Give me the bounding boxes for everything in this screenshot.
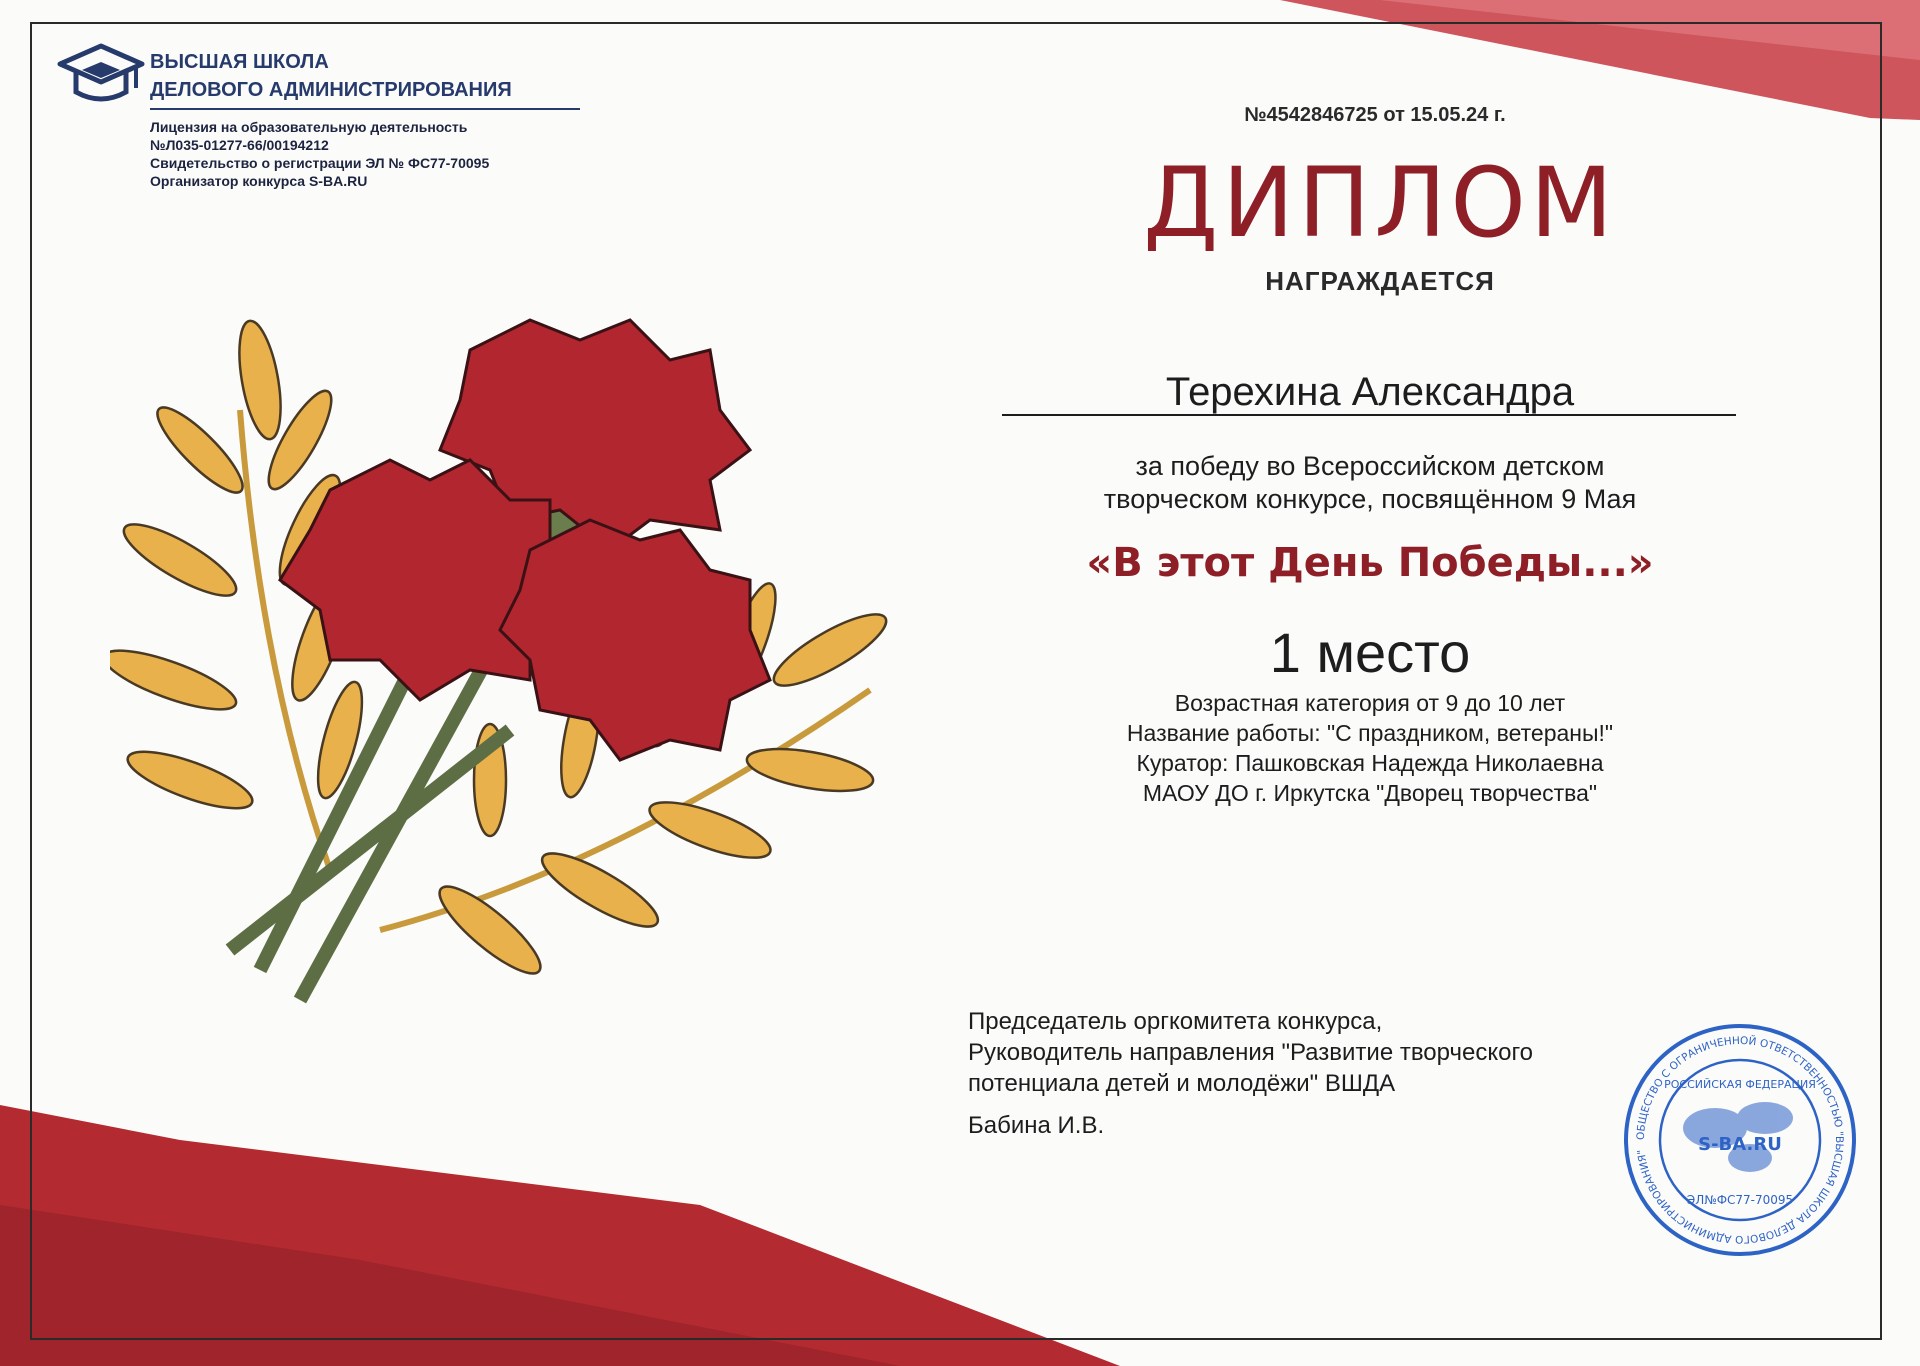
- registration-text: Свидетельство о регистрации ЭЛ № ФС77-70095: [150, 155, 490, 171]
- signature-line3: потенциала детей и молодёжи" ВШДА: [968, 1070, 1396, 1097]
- work-title: Название работы: "С праздником, ветераны!": [1126, 720, 1614, 746]
- license-line1: Лицензия на образовательную деятельность: [150, 119, 468, 135]
- signer-name: Бабина И.В.: [968, 1112, 1105, 1139]
- issuer-details: [150, 118, 489, 190]
- signature-line1: Председатель оргкомитета конкурса,: [968, 1008, 1383, 1035]
- issuer-name-line2: ДЕЛОВОГО АДМИНИСТРИРОВАНИЯ: [150, 79, 512, 101]
- institution: МАОУ ДО г. Иркутска "Дворец творчества": [1142, 780, 1598, 806]
- graduation-cap-icon: [56, 40, 146, 116]
- seal-ring-text: ОБЩЕСТВО С ОГРАНИЧЕННОЙ ОТВЕТСТВЕННОСТЬЮ "ВЫСШАЯ ШКОЛА ДЕЛОВОГО АДМИНИСТРИРОВАНИЯ": [1634, 1034, 1846, 1246]
- official-seal-stamp: [1620, 1018, 1860, 1262]
- license-line2: №Л035-01277-66/00194212: [150, 137, 329, 153]
- seal-site: S-BA.RU: [1698, 1134, 1782, 1155]
- contest-name: «В этот День Победы...»: [1086, 540, 1654, 586]
- award-reason-line1: за победу во Всероссийском детском: [1135, 451, 1605, 481]
- issuer-logo: [56, 40, 576, 190]
- recipient-underline: [1002, 414, 1736, 416]
- issuer-name: [150, 48, 512, 104]
- seal-reg-number: ЭЛ№ФС77-70095: [1686, 1193, 1794, 1207]
- signature-block: [968, 1006, 1628, 1099]
- signature-line2: Руководитель направления "Развитие творческого: [968, 1039, 1534, 1066]
- place-award: 1 место: [1269, 621, 1471, 684]
- award-reason-line2: творческом конкурсе, посвящённом 9 Мая: [1103, 484, 1637, 514]
- award-details: [1000, 688, 1740, 808]
- award-reason: [1000, 450, 1740, 516]
- carnation-bouquet-illustration: [110, 310, 950, 1090]
- age-category: Возрастная категория от 9 до 10 лет: [1174, 690, 1566, 716]
- awarded-label: НАГРАЖДАЕТСЯ: [1265, 266, 1495, 296]
- curator: Куратор: Пашковская Надежда Николаевна: [1136, 750, 1604, 776]
- seal-country: РОССИЙСКАЯ ФЕДЕРАЦИЯ: [1664, 1078, 1816, 1091]
- recipient-name: Терехина Александра: [1165, 370, 1575, 414]
- organizer-text: Организатор конкурса S-BA.RU: [150, 173, 368, 189]
- diploma-title: ДИПЛОМ: [1143, 147, 1617, 259]
- issuer-divider: [150, 108, 580, 110]
- issuer-name-line1: ВЫСШАЯ ШКОЛА: [150, 51, 329, 73]
- diploma-number: №4542846725 от 15.05.24 г.: [1244, 104, 1506, 126]
